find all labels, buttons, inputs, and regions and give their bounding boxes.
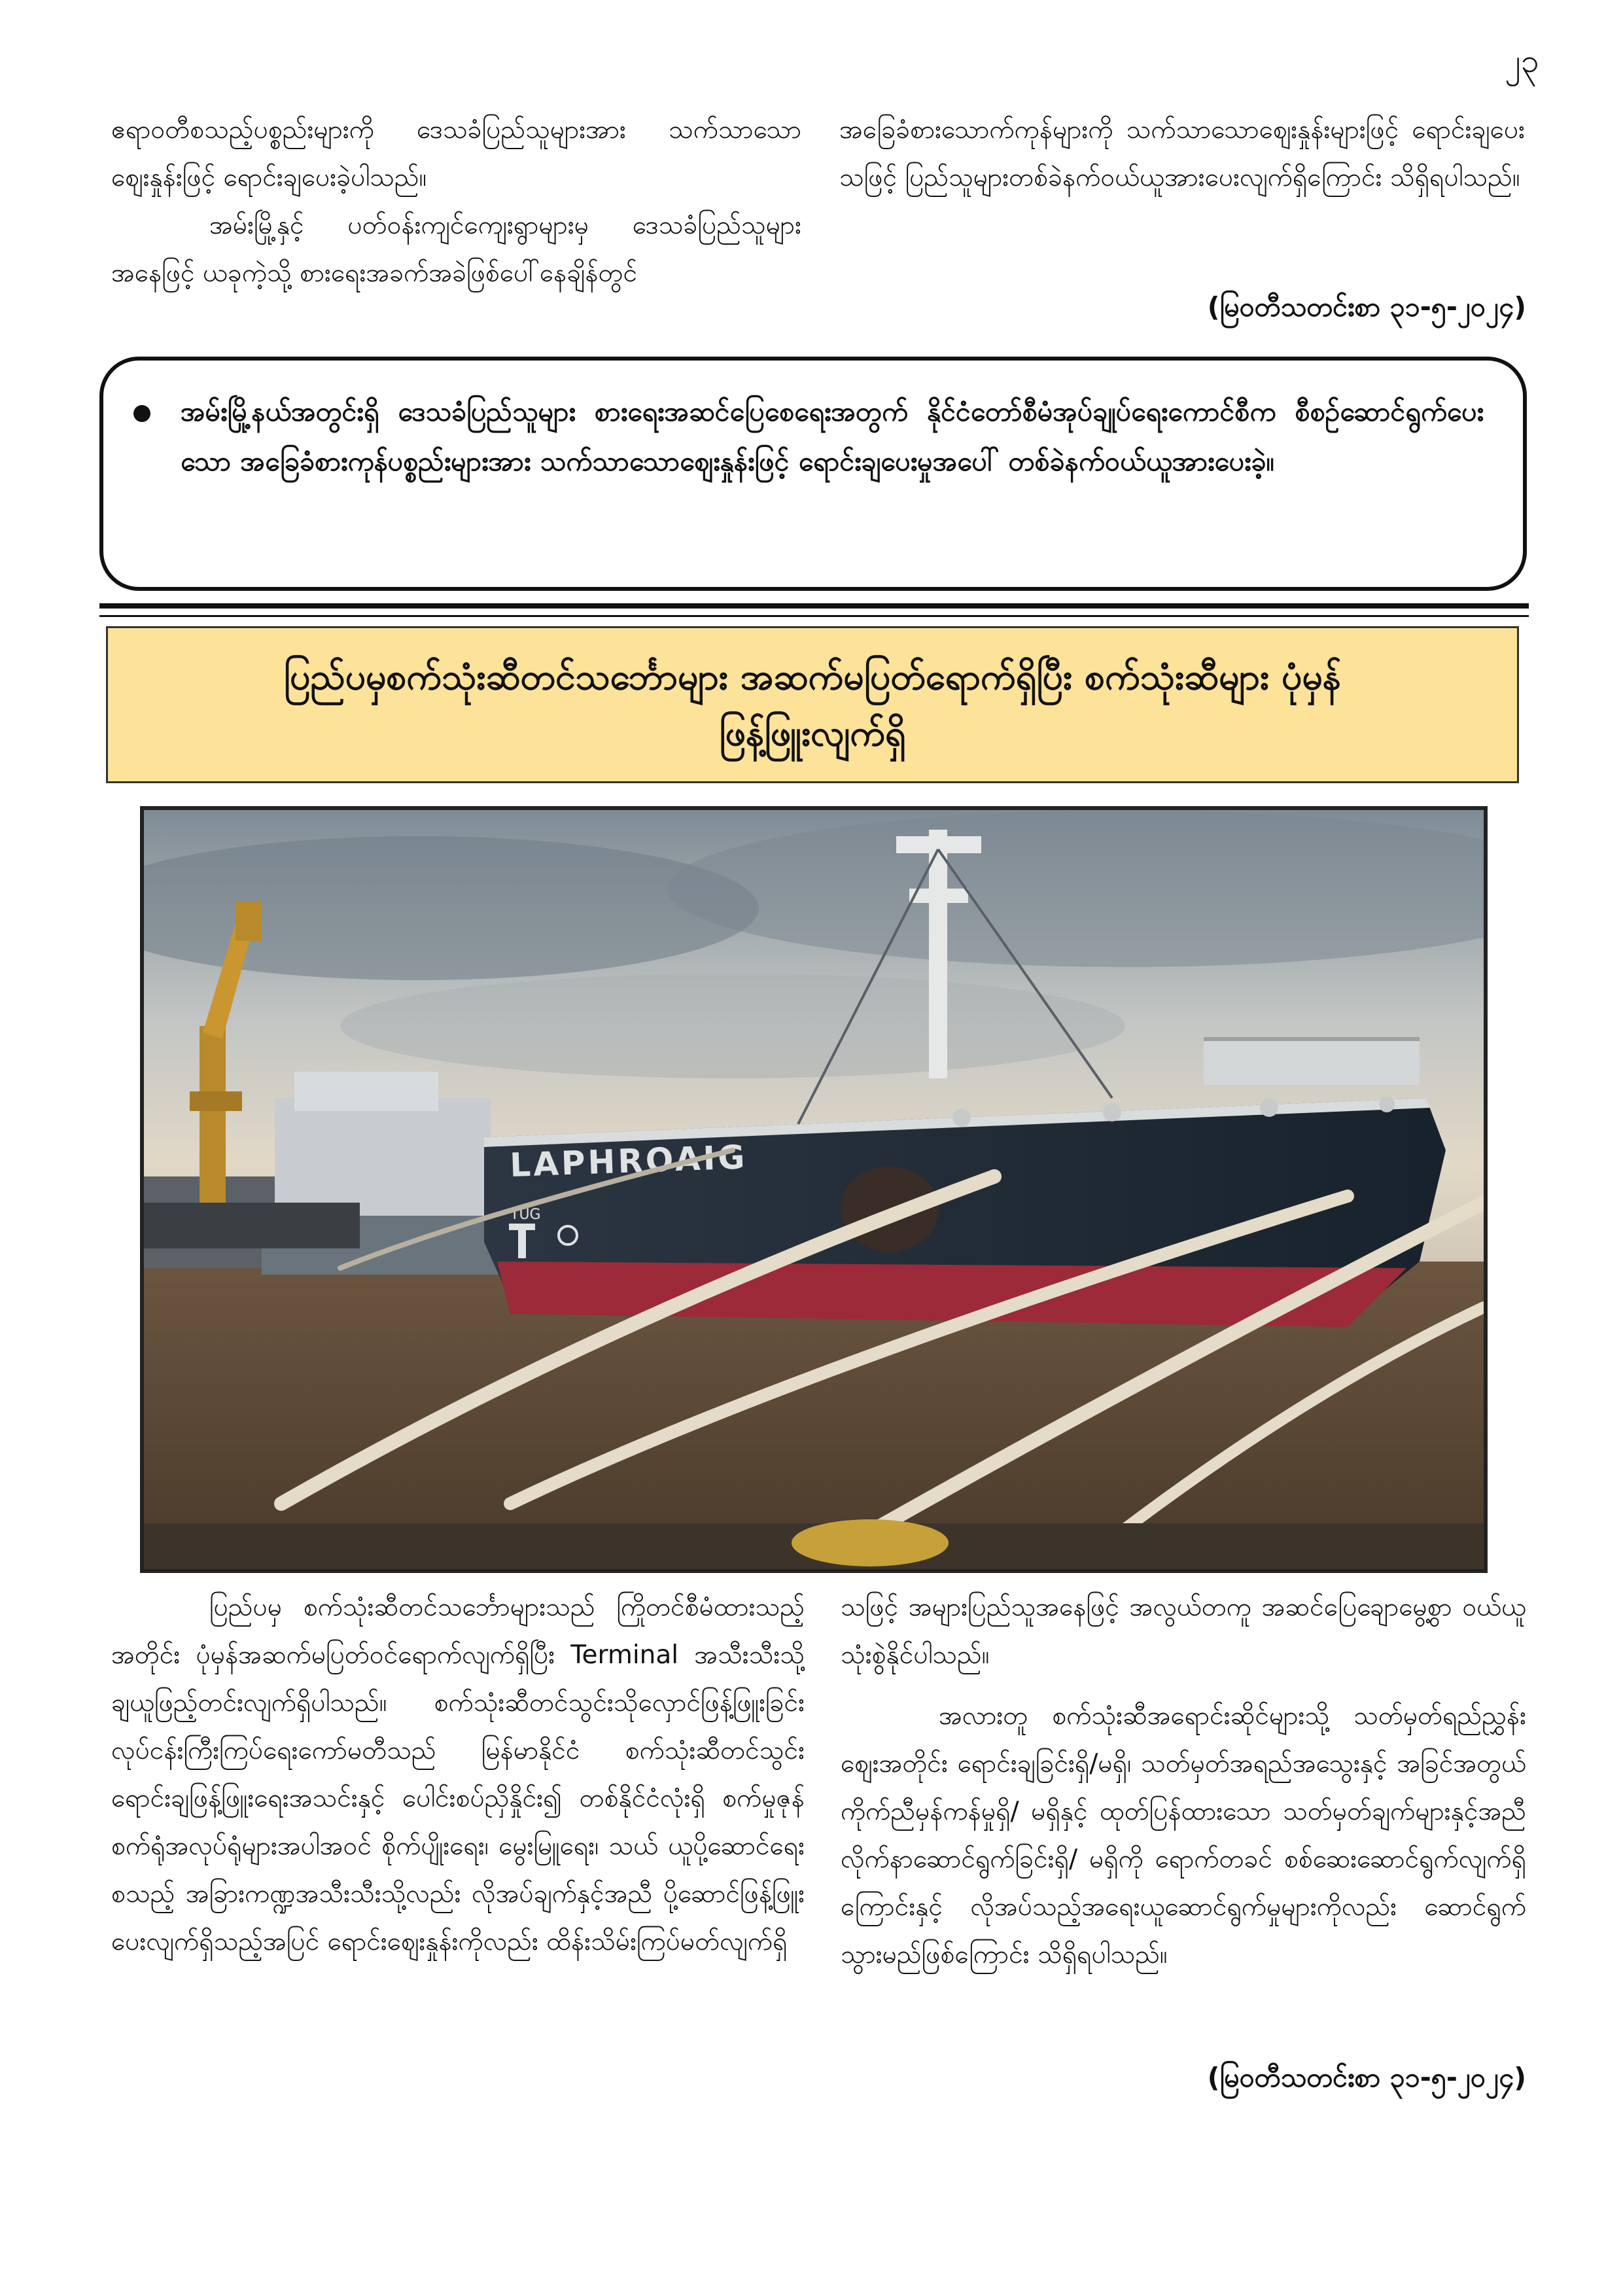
news-photo bbox=[140, 806, 1488, 1573]
top-right-column bbox=[839, 106, 1525, 202]
bottom-left-column bbox=[111, 1583, 805, 1966]
top-left-column bbox=[111, 106, 801, 297]
pier bbox=[144, 1203, 360, 1248]
paragraph: အမ်းမြို့နှင့် ပတ်ဝန်းကျင်ကျေးရွာများမှ ဒေသခံပြည်သူများအနေဖြင့် ယခုကဲ့သို့ စားရေးအခက်အခဲဖြစ်ပေါ်နေချိန်တွင် bbox=[111, 211, 801, 288]
bottom-right-column bbox=[841, 1583, 1526, 1979]
article-source: (မြဝတီသတင်းစာ ၃၁-၅-၂၀၂၄) bbox=[1207, 2062, 1526, 2093]
bullet-icon bbox=[133, 405, 150, 422]
summary-box bbox=[99, 357, 1527, 591]
ship-name: LAPHROAIG bbox=[509, 1138, 748, 1184]
page-number: ၂၃ bbox=[1505, 42, 1539, 80]
paragraph: အလားတူ စက်သုံးဆီအရောင်းဆိုင်များသို့ သတ်မှတ်ရည်ညွှန်းဈေးအတိုင်း ရောင်းချခြင်းရှိ/မရှိ၊ သတ်မှတ်အရည်အသွေးနှင့် အခြင်အတွယ် ကိုက်ညီမှန်ကန်မှုရှိ/ မရှိနှင့် ထုတ်ပြန်ထားသော သတ်မှတ်ချက်များနှင့်အညီ လိုက်နာဆောင်ရွက်ခြင်းရှိ/ မရှိကို ရောက်တခင် စစ်ဆေးဆောင်ရွက်လျက်ရှိကြောင်းနှင့် လိုအပ်သည့်အရေးယူဆောင်ရွက်မှုများကိုလည်း ဆောင်ရွက်သွားမည်ဖြစ်ကြောင်း သိရှိရပါသည်။ bbox=[841, 1701, 1526, 1969]
section-divider-thin bbox=[99, 615, 1529, 617]
headline-box bbox=[106, 626, 1519, 783]
section-divider bbox=[99, 603, 1529, 609]
article-source: (မြဝတီသတင်းစာ ၃၁-၅-၂၀၂၄) bbox=[1207, 291, 1526, 323]
paragraph: အခြေခံစားသောက်ကုန်များကို သက်သာသောဈေးနှုန်းများဖြင့် ရောင်းချပေးသဖြင့် ပြည်သူများတစ်ခဲနက်ဝယ်ယူအားပေးလျက်ရှိကြောင်း သိရှိရပါသည်။ bbox=[839, 115, 1525, 192]
tug-mark: TUG bbox=[510, 1207, 541, 1223]
summary-text: အမ်းမြို့နယ်အတွင်းရှိ ဒေသခံပြည်သူများ စားရေးအဆင်ပြေစေရေးအတွက် နိုင်ငံတော်စီမံအုပ်ချုပ်ရေးကောင်စီက စီစဉ်ဆောင်ရွက်ပေးသော အခြေခံစားကုန်ပစ္စည်းများအား သက်သာသောဈေးနှုန်းဖြင့် ရောင်းချပေးမှုအပေါ် တစ်ခဲနက်ဝယ်ယူအားပေးခဲ့။ bbox=[181, 396, 1484, 477]
headline: ပြည်ပမှစက်သုံးဆီတင်သင်္ဘောများ အဆက်မပြတ်ရောက်ရှိပြီး စက်သုံးဆီများ ပုံမှန်ဖြန့်ဖြူးလျက်ရှိ bbox=[283, 656, 1342, 754]
paragraph: ပြည်ပမှ စက်သုံးဆီတင်သင်္ဘောများသည် ကြိုတင်စီမံထားသည့်အတိုင်း ပုံမှန်အဆက်မပြတ်ဝင်ရောက်လျက်ရှိပြီး Terminal အသီးသီးသို့ ချယူဖြည့်တင်းလျက်ရှိပါသည်။ စက်သုံးဆီတင်သွင်းသိုလှောင်ဖြန့်ဖြူးခြင်း လုပ်ငန်းကြီးကြပ်ရေးကော်မတီသည် မြန်မာနိုင်ငံ စက်သုံးဆီတင်သွင်းရောင်းချဖြန့်ဖြူးရေးအသင်းနှင့် ပေါင်းစပ်ညှိနှိုင်း၍ တစ်နိုင်ငံလုံးရှိ စက်မှုဇုန်စက်ရုံအလုပ်ရုံများအပါအဝင် စိုက်ပျိုးရေး၊ မွေးမြူရေး၊ သယ် ယူပို့ဆောင်ရေးစသည့် အခြားကဏ္ဍအသီးသီးသို့လည်း လိုအပ်ချက်နှင့်အညီ ပို့ဆောင်ဖြန့်ဖြူးပေးလျက်ရှိသည့်အပြင် ရောင်းဈေးနှုန်းကိုလည်း ထိန်းသိမ်းကြပ်မတ်လျက်ရှိ bbox=[111, 1593, 805, 1956]
paragraph: သဖြင့် အများပြည်သူအနေဖြင့် အလွယ်တကူ အဆင်ပြေချောမွေ့စွာ ဝယ်ယူသုံးစွဲနိုင်ပါသည်။ bbox=[841, 1593, 1526, 1670]
paragraph: ဧရာဝတီစသည့်ပစ္စည်းများကို ဒေသခံပြည်သူများအား သက်သာသောဈေးနှုန်းဖြင့် ရောင်းချပေးခဲ့ပါသည်။ bbox=[111, 115, 801, 192]
